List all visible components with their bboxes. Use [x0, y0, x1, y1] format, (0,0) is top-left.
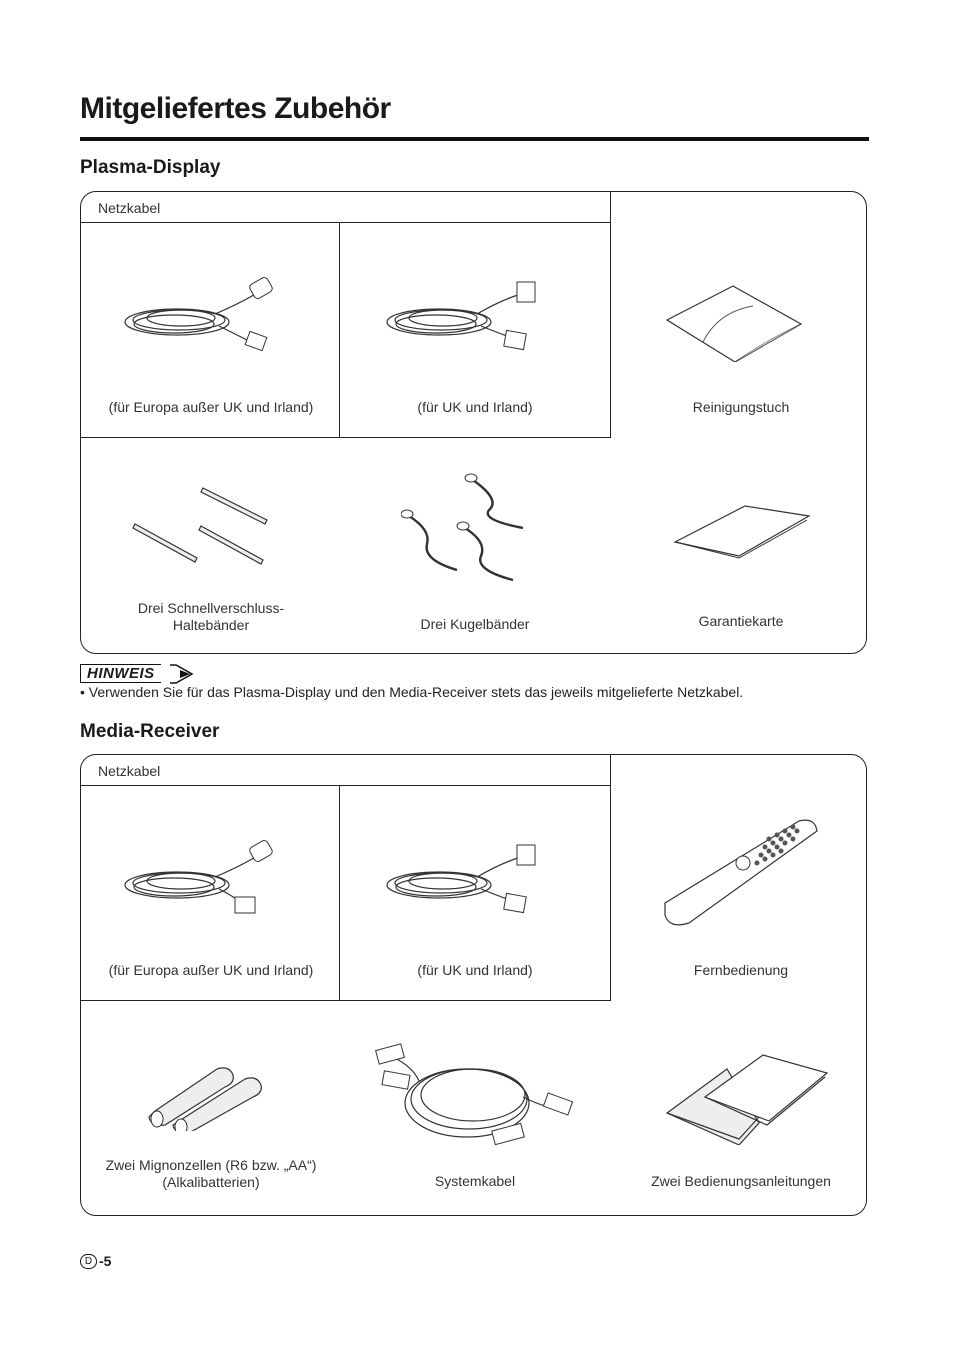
title-rule	[80, 137, 869, 141]
page-letter: D	[80, 1254, 97, 1269]
plasma-panel	[80, 191, 867, 654]
plasma-heading: Plasma-Display	[80, 157, 221, 178]
plasma-netzkabel-label: Netzkabel	[98, 200, 161, 216]
cable-uk-caption: (für UK und Irland)	[417, 962, 533, 978]
straps-caption	[111, 600, 311, 634]
divider	[81, 785, 611, 786]
batteries-illustration	[145, 1061, 265, 1131]
straps-caption-line1: Drei Schnellverschluss-	[137, 600, 285, 616]
hinweis-text: Verwenden Sie für das Plasma-Display und den Media-Receiver stets das jeweils mitgelieferte Netzkabel.	[88, 684, 744, 700]
power-cable-uk-illustration	[381, 837, 541, 917]
remote-control-illustration	[659, 815, 819, 930]
page-title: Mitgeliefertes Zubehör	[80, 92, 391, 125]
hinweis-note	[80, 684, 743, 700]
ball-bands-illustration	[401, 470, 531, 590]
batteries-caption-line1: Zwei Mignonzellen (R6 bzw. „AA“)	[105, 1157, 317, 1173]
remote-control-caption: Fernbedienung	[693, 962, 789, 978]
page-number	[80, 1253, 111, 1269]
batteries-caption	[91, 1157, 331, 1191]
straps-caption-line2: Haltebänder	[172, 617, 250, 633]
power-cable-eu-illustration	[119, 837, 279, 917]
warranty-card-illustration	[671, 502, 811, 562]
receiver-heading: Media-Receiver	[80, 721, 220, 742]
power-cable-eu-illustration	[119, 274, 279, 354]
manuals-illustration	[663, 1053, 833, 1145]
ball-bands-caption: Drei Kugelbänder	[420, 616, 530, 632]
manuals-caption: Zwei Bedienungsanleitungen	[651, 1173, 831, 1189]
cleaning-cloth-caption: Reinigungstuch	[692, 399, 790, 415]
cleaning-cloth-illustration	[663, 282, 803, 362]
bullet: •	[80, 684, 85, 700]
divider	[339, 222, 340, 438]
divider	[81, 222, 611, 223]
cable-eu-caption: (für Europa außer UK und Irland)	[108, 399, 314, 415]
power-cable-uk-illustration	[381, 274, 541, 354]
warranty-card-caption: Garantiekarte	[698, 613, 784, 629]
quick-release-straps-illustration	[131, 482, 271, 572]
system-cable-caption: Systemkabel	[434, 1173, 516, 1189]
divider	[339, 785, 340, 1001]
cable-eu-caption: (für Europa außer UK und Irland)	[108, 962, 314, 978]
page-number-value: -5	[99, 1253, 112, 1269]
system-cable-illustration	[373, 1037, 579, 1157]
cable-uk-caption: (für UK und Irland)	[417, 399, 533, 415]
receiver-panel	[80, 754, 867, 1216]
receiver-netzkabel-label: Netzkabel	[98, 763, 161, 779]
batteries-caption-line2: (Alkalibatterien)	[162, 1174, 260, 1190]
hinweis-label: HINWEIS	[80, 664, 161, 683]
